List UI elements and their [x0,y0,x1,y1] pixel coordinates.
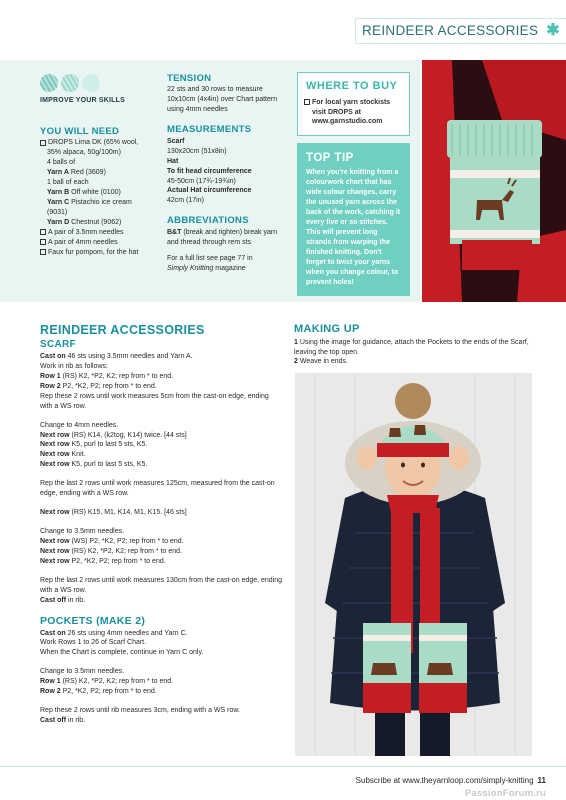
skill-level-icon [40,74,100,92]
pattern-line [40,460,282,470]
pattern-line [40,352,282,362]
step-text: P2, *K2, P2; rep from * to end. [71,557,166,565]
hat-label: Hat [167,157,179,165]
checkbox-icon [40,229,46,235]
checkbox-icon [40,239,46,245]
step-label: Next row [40,547,70,555]
yarn-b-value: Off white (0100) [71,189,121,197]
step-text: in rib. [68,596,86,604]
making-up-step [294,357,532,367]
step-text: P2, *K2, P2; rep from * to end. [62,382,157,390]
pattern-line [40,450,282,460]
header-title: REINDEER ACCESSORIES [362,23,539,39]
pattern-line: Rep these 2 rows until rib measures 3cm, ending with a WS row. [40,707,240,715]
full-list-mag-line [167,264,285,274]
pocket-photo-art [422,60,566,302]
top-tip-title: TOP TIP [306,152,354,164]
specs-section [167,72,285,274]
pattern-line [40,687,282,697]
pattern-line [40,382,282,392]
yarn-a [40,168,160,178]
checkbox-icon [304,99,310,105]
step-text: (RS) K2, *P2, K2; rep from * to end. [62,678,174,686]
yarn-d-label: Yarn D [47,218,70,226]
pattern-line [40,372,282,382]
yarn-b [40,188,160,198]
yarn-d [40,218,160,228]
making-up-title: MAKING UP [294,323,360,335]
step-text: Using the image for guidance, attach the Pockets to the ends of the Scarf, leaving the top open. [294,338,529,356]
step-label: Next row [40,557,70,565]
step-text: (RS) K14, (k2tog, K14) twice. [44 sts] [71,431,187,439]
pattern-line [40,547,282,557]
checklist-item [40,138,160,148]
pattern-line [40,440,282,450]
pattern-line [40,508,282,518]
step-text: (WS) P2, *K2, P2; rep from * to end. [71,538,184,545]
pattern-title: REINDEER ACCESSORIES [40,323,205,337]
pockets-title: POCKETS (MAKE 2) [40,614,146,627]
yarn-desc: DROPS Lima DK (65% wool, [48,139,139,147]
checkbox-icon [40,140,46,146]
tension-text: 22 sts and 30 rows to measure 10x10cm (4x4in) over Chart pattern using 4mm needles [167,86,278,114]
step-label: Next row [40,431,70,439]
step-text: K5, purl to last 5 sts, K5. [71,441,148,449]
making-up-section [294,322,532,367]
needles-item: A pair of 4mm needles [48,238,118,246]
subscribe-link[interactable]: Subscribe at www.theyarnloop.com/simply-knitting [355,776,534,785]
yarn-a-label: Yarn A [47,169,69,177]
step-label: Row 1 [40,372,61,380]
fit-value: 45-50cm (17¾-19¾in) [167,177,236,185]
checklist-item [40,238,160,248]
step-text: (RS) K15, M1, K14, M1, K15. [46 sts] [71,509,187,517]
step-label: Cast on [40,629,66,637]
magazine-name: Simply Knitting [167,264,214,272]
pattern-line [40,716,282,726]
yarn-ball-icon [40,74,58,92]
step-label: Next row [40,461,70,469]
model-photo [295,373,532,756]
tension-title: TENSION [167,73,212,84]
abbreviation-bt [167,228,285,248]
step-text: (RS) K2, *P2, K2; rep from * to end. [62,372,174,380]
star-icon: ✱ [546,21,560,39]
bt-label: B&T [167,228,182,236]
yarn-c [40,198,160,208]
top-tip-box [297,143,410,296]
yarn-desc: 1 ball of each [47,179,89,187]
model-photo-art [295,373,532,756]
abbreviations-title: ABBREVIATIONS [167,215,249,227]
yarn-c-label: Yarn C [47,199,70,207]
full-list-text: magazine [215,264,246,272]
pattern-line: Change to 3.5mm needles. [40,528,125,536]
actual-value: 42cm (17in) [167,197,204,205]
footer-divider [0,766,566,767]
needles-item: A pair of 3.5mm needles [48,228,124,236]
step-label: Row 2 [40,382,61,390]
pocket-photo [422,60,566,302]
pattern-line [40,537,282,547]
where-to-buy-body: For local yarn stockists visit DROPS at www.garnstudio.com [312,98,391,126]
step-text: Weave in ends. [299,358,348,366]
yarn-c-value: Pistachio ice cream [71,199,132,207]
step-label: Next row [40,441,70,449]
pattern-section [40,322,282,726]
pattern-line [40,677,282,687]
fit-label: To fit head circumference [167,167,252,175]
yarn-c-code: (9031) [47,209,68,217]
where-to-buy-text [298,95,409,128]
pompom-item: Faux fur pompom, for the hat [48,248,139,256]
checklist-item [40,248,160,258]
pattern-line: When the Chart is complete, continue in Yarn C only. [40,649,204,657]
pattern-line [40,629,282,639]
step-text: Knit. [71,451,86,459]
scarf-label: Scarf [167,137,185,145]
yarn-a-value: Red (3609) [70,169,106,177]
making-up-step [294,338,532,358]
step-text: K5, purl to last 5 sts, K5. [71,461,148,469]
pattern-line [40,557,282,567]
step-number: 2 [294,358,298,366]
step-number: 1 [294,338,298,346]
pattern-line: Work in rib as follows: [40,362,108,370]
step-label: Cast off [40,596,67,604]
footer [356,775,546,786]
skill-level-label: IMPROVE YOUR SKILLS [40,97,125,104]
pattern-line [40,431,282,441]
pattern-line: Change to 3.5mm needles. [40,668,125,676]
pattern-line: Rep the last 2 rows until work measures 130cm from the cast-on edge, ending with a WS row. [40,576,283,594]
step-text: 46 sts using 3.5mm needles and Yarn A. [67,352,193,360]
yarn-ball-icon [61,74,79,92]
step-label: Next row [40,538,70,545]
checkbox-icon [40,249,46,255]
yarn-b-label: Yarn B [47,189,70,197]
step-text: in rib. [68,717,86,725]
yarn-desc: 4 balls of [47,159,76,167]
page-number: 11 [537,776,546,785]
scarf-title: SCARF [40,338,76,350]
where-to-buy-box [297,72,410,136]
bt-text: (break and tighten) break yarn and thread through rem sts [167,228,278,246]
measurements-title: MEASUREMENTS [167,124,252,136]
yarn-desc: 35% alpaca, 50g/100m) [47,149,121,157]
pattern-line: Change to 4mm needles. [40,421,119,429]
scarf-value: 130x20cm (51x8in) [167,147,227,155]
watermark: PassionForum.ru [464,788,546,799]
yarn-ball-icon [82,74,100,92]
actual-label: Actual Hat circumference [167,187,252,195]
pattern-line: Work Rows 1 to 26 of Scarf Chart. [40,639,147,647]
step-label: Next row [40,451,70,459]
step-label: Next row [40,509,70,517]
you-will-need-section [40,125,160,258]
pattern-line: Rep these 2 rows until work measures 5cm from the cast-on edge, ending with a WS row. [40,392,269,410]
step-label: Row 1 [40,678,61,686]
pattern-line [40,596,282,606]
checklist-item [40,228,160,238]
step-label: Cast on [40,352,66,360]
step-text: 26 sts using 4mm needles and Yarn C. [67,629,188,637]
where-to-buy-title: WHERE TO BUY [298,73,409,95]
you-will-need-title: YOU WILL NEED [40,126,120,137]
step-text: P2, *K2, P2; rep from * to end. [62,688,157,696]
page-header [355,18,566,44]
full-list-text: For a full list see page 77 in [167,254,253,262]
step-label: Row 2 [40,688,61,696]
step-label: Cast off [40,717,67,725]
pattern-line: Rep the last 2 rows until work measures 125cm, measured from the cast-on edge, ending with a WS row. [40,480,275,498]
top-tip-text: When you're knitting from a colourwork chart that has wide colour changes, carry the unused yarn across the back of the work, catching it every five or so stitches. This will prevent long strands from warping the finished knitting. Don't forget to twist your yarns when you change colour, to prevent holes! [306,169,401,286]
step-text: (RS) K2, *P2, K2; rep from * to end. [71,547,183,555]
yarn-d-value: Chestnut (9062) [71,218,122,226]
